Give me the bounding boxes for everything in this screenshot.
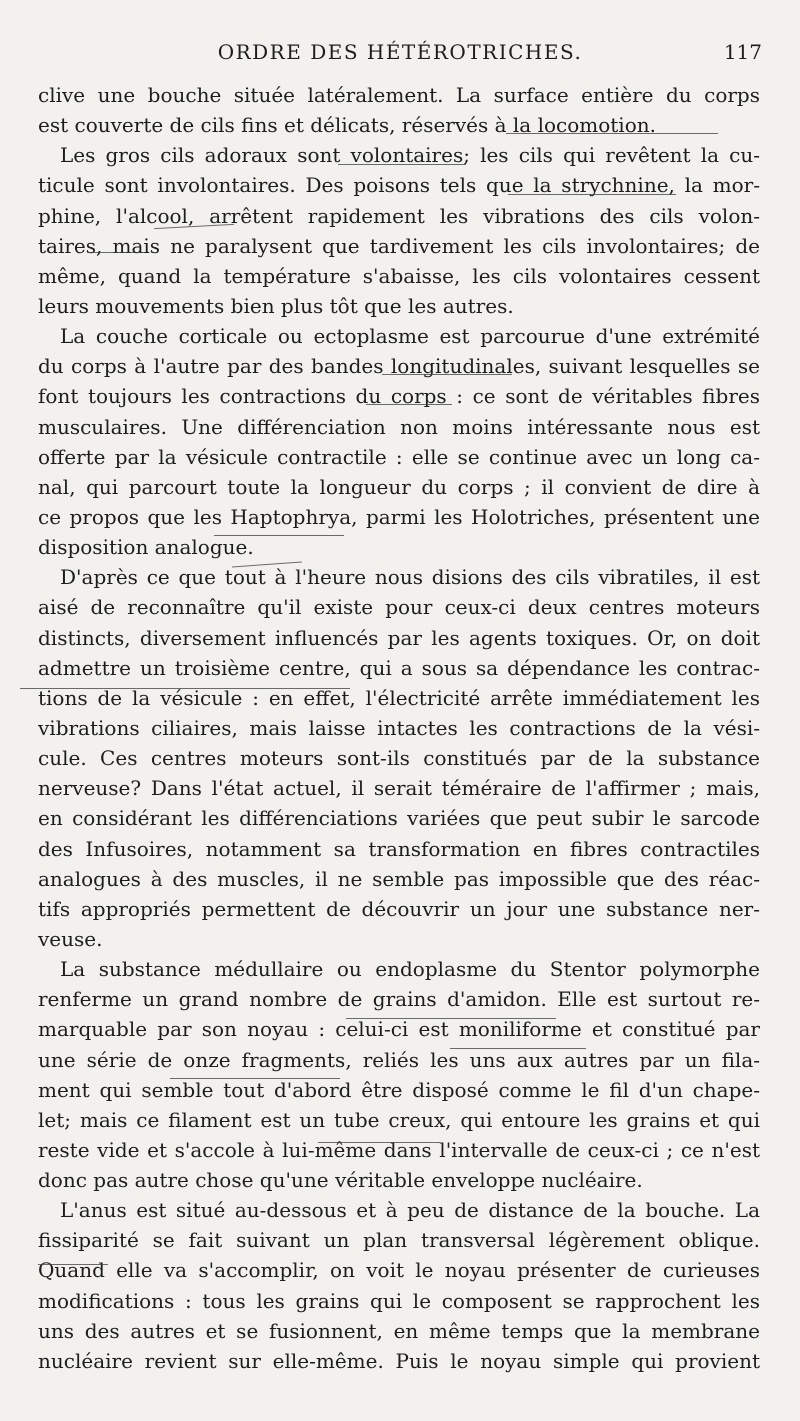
text-line: ce propos que les Haptophrya, parmi les Holotriches, présentent une (38, 504, 760, 529)
text-line: en considérant les différenciations variées que peut subir le sarcode (38, 806, 760, 831)
pencil-underline (20, 688, 350, 689)
text-line: clive une bouche située latéralement. La surface entière du corps (38, 83, 760, 107)
text-line: offerte par la vésicule contractile : elle se continue avec un long ca- (38, 444, 760, 469)
page-number: 117 (723, 40, 762, 64)
text-line: modifications : tous les grains qui le composent se rapprochent les (38, 1288, 760, 1313)
pencil-underline (88, 252, 144, 253)
text-line: font toujours les contractions du corps : ce sont de véritables fibres (38, 384, 760, 409)
text-line: D'après ce que tout à l'heure nous disions des cils vibratiles, il est (60, 565, 760, 590)
text-line: une série de onze fragments, reliés les uns aux autres par un fila- (38, 1047, 760, 1072)
text-line: distincts, diversement influencés par les agents toxiques. Or, on doit (38, 625, 760, 650)
text-line: tifs appropriés permettent de découvrir un jour une substance ner- (38, 896, 760, 921)
text-line: même, quand la température s'abaisse, les cils volontaires cessent (38, 263, 760, 288)
text-line: La substance médullaire ou endoplasme du Stentor polymorphe (60, 957, 760, 982)
text-line: uns des autres et se fusionnent, en même temps que la membrane (38, 1318, 760, 1343)
text-line: des Infusoires, notamment sa transformation en fibres contractiles (38, 836, 760, 861)
text-line: aisé de reconnaître qu'il existe pour ceux-ci deux centres moteurs (38, 595, 760, 620)
text-line: La couche corticale ou ectoplasme est parcourue d'une extrémité (60, 324, 760, 349)
pencil-underline (338, 164, 466, 165)
text-line: tions de la vésicule : en effet, l'électricité arrête immédiatement les (38, 685, 760, 710)
text-line: reste vide et s'accole à lui-même dans l'intervalle de ceux-ci ; ce n'est (38, 1137, 760, 1162)
text-line: vibrations ciliaires, mais laisse intactes les contractions de la vési- (38, 715, 760, 740)
text-line: Les gros cils adoraux sont volontaires; les cils qui revêtent la cu- (60, 143, 760, 168)
text-line: cule. Ces centres moteurs sont-ils constitués par de la substance (38, 746, 760, 771)
text-line: musculaires. Une différenciation non moins intéressante nous est (38, 414, 760, 439)
running-title: ORDRE DES HÉTÉROTRICHES. (217, 40, 583, 64)
text-line: est couverte de cils fins et délicats, réservés à la locomotion. (38, 113, 656, 138)
pencil-underline (38, 1264, 108, 1265)
text-line: leurs mouvements bien plus tôt que les autres. (38, 293, 514, 318)
text-line: marquable par son noyau : celui-ci est moniliforme et constitué par (38, 1017, 760, 1042)
pencil-underline (450, 1048, 586, 1049)
running-head (0, 40, 800, 70)
text-line: Quand elle va s'accomplir, on voit le noyau présenter de curieuses (38, 1258, 760, 1283)
pencil-underline (346, 1018, 556, 1019)
text-line: ment qui semble tout d'abord être disposé comme le fil d'un chape- (38, 1077, 760, 1102)
pencil-underline (382, 374, 512, 375)
pencil-underline (366, 404, 452, 405)
pencil-underline (508, 194, 676, 195)
text-line: donc pas autre chose qu'une véritable enveloppe nucléaire. (38, 1168, 643, 1193)
text-line: nerveuse? Dans l'état actuel, il serait téméraire de l'affirmer ; mais, (38, 776, 760, 801)
text-line: nucléaire revient sur elle-même. Puis le noyau simple qui provient (38, 1348, 760, 1373)
pencil-underline (170, 1078, 340, 1079)
text-line: ticule sont involontaires. Des poisons tels que la strychnine, la mor- (38, 173, 760, 198)
text-line: fissiparité se fait suivant un plan transversal légèrement oblique. (38, 1228, 760, 1253)
text-line: taires, mais ne paralysent que tardivement les cils involontaires; de (38, 233, 760, 258)
pencil-underline (318, 1142, 440, 1143)
text-line: let; mais ce filament est un tube creux, qui entoure les grains et qui (38, 1107, 760, 1132)
text-line: nal, qui parcourt toute la longueur du corps ; il convient de dire à (38, 474, 760, 499)
text-line: admettre un troisième centre, qui a sous sa dépendance les contrac- (38, 655, 760, 680)
pencil-underline (214, 535, 344, 536)
text-line: phine, l'alcool, arrêtent rapidement les vibrations des cils volon- (38, 203, 760, 228)
text-line: analogues à des muscles, il ne semble pas impossible que des réac- (38, 866, 760, 891)
text-line: L'anus est situé au-dessous et à peu de distance de la bouche. La (60, 1198, 760, 1223)
text-line: du corps à l'autre par des bandes longitudinales, suivant lesquelles se (38, 354, 760, 379)
pencil-underline (506, 133, 718, 134)
text-line: disposition analogue. (38, 535, 254, 560)
text-line: veuse. (38, 926, 103, 951)
body-text (38, 80, 760, 1376)
text-line: renferme un grand nombre de grains d'amidon. Elle est surtout re- (38, 987, 760, 1012)
